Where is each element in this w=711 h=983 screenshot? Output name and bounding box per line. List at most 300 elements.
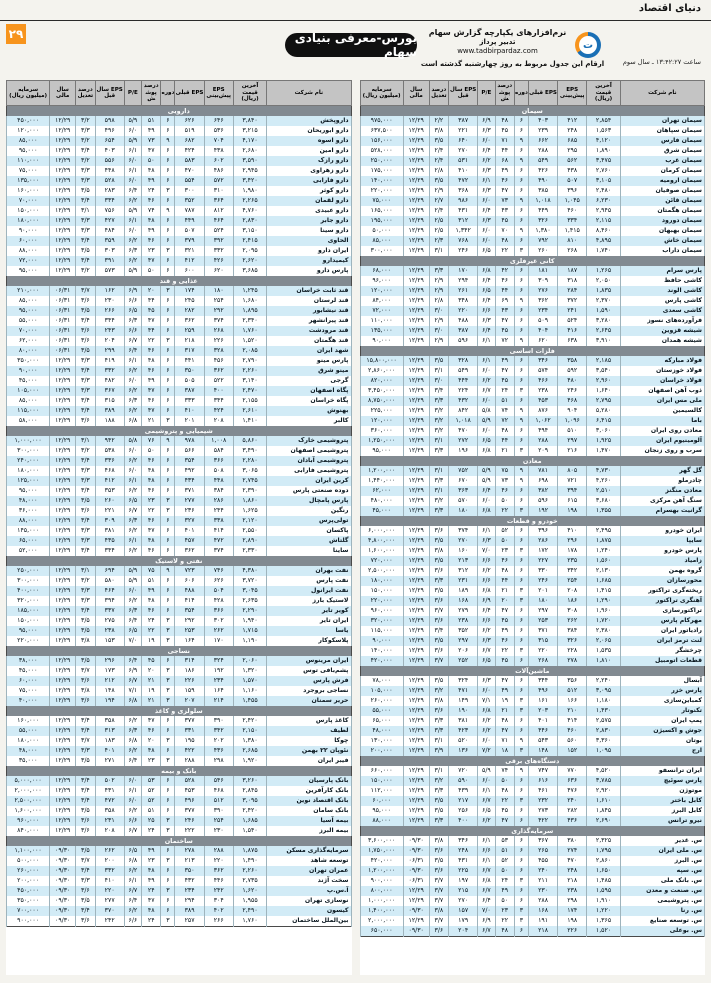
value-cell: ۶/۰ bbox=[478, 136, 495, 146]
value-cell: ۲۴ bbox=[142, 616, 161, 626]
value-cell: ۱,۹۱۰ bbox=[587, 896, 620, 906]
value-cell: ۶/۸ bbox=[478, 586, 495, 596]
value-cell: ۳۵۰ bbox=[175, 866, 204, 876]
value-cell: ۲۹۵ bbox=[558, 146, 587, 156]
value-cell: ۲۲ bbox=[495, 506, 514, 516]
value-cell: ۵۹۲ bbox=[558, 366, 587, 376]
value-cell: ۴۸ bbox=[495, 426, 514, 436]
company-name: داروپخش bbox=[267, 116, 351, 126]
value-cell: ۶,۰۰۰,۰۰۰ bbox=[360, 526, 403, 536]
value-cell: ۴۹۲ bbox=[175, 466, 204, 476]
value-cell: ۷/۰ bbox=[478, 906, 495, 916]
value-cell: ۶/۰ bbox=[478, 366, 495, 376]
value-cell: ۲۱۶ bbox=[558, 446, 587, 456]
stock-row bbox=[360, 236, 705, 246]
value-cell: ۶/۳ bbox=[478, 216, 495, 226]
value-cell: ۱,۲۴۰ bbox=[587, 546, 620, 556]
value-cell: ۶/۱ bbox=[124, 216, 141, 226]
value-cell: ۶ bbox=[161, 866, 175, 876]
value-cell: ۱۲/۲۹ bbox=[403, 616, 429, 626]
value-cell: ۵۲۰ bbox=[449, 736, 478, 746]
value-cell: ۴۳۵ bbox=[95, 536, 124, 546]
value-cell: ۳/۵ bbox=[76, 246, 95, 256]
value-cell: ۶ bbox=[514, 866, 528, 876]
value-cell: ۵۶۲ bbox=[558, 156, 587, 166]
stock-row bbox=[7, 416, 352, 426]
value-cell: ۹۶,۰۰۰ bbox=[360, 276, 403, 286]
company-name: گل گهر bbox=[620, 466, 704, 476]
value-cell: ۶ bbox=[161, 166, 175, 176]
value-cell: ۶/۰ bbox=[124, 156, 141, 166]
value-cell: ۳,۸۴۰ bbox=[233, 116, 266, 126]
value-cell: ۷۳ bbox=[495, 196, 514, 206]
value-cell: ۱۸۰ bbox=[449, 506, 478, 516]
value-cell: ۱۲/۲۹ bbox=[403, 626, 429, 636]
value-cell: ۱۵۹ bbox=[175, 686, 204, 696]
company-name: کالسیمین bbox=[620, 406, 704, 416]
value-cell: ۶۳۸ bbox=[558, 336, 587, 346]
value-cell: ۲۲۰,۰۰۰ bbox=[7, 636, 50, 646]
value-cell: ۶/۲ bbox=[124, 906, 141, 916]
value-cell: ۶ bbox=[514, 276, 528, 286]
value-cell: ۶/۵ bbox=[478, 436, 495, 446]
value-cell: ۷/۰ bbox=[478, 546, 495, 556]
value-cell: ۳/۴ bbox=[76, 606, 95, 616]
value-cell: ۱۲/۲۹ bbox=[403, 786, 429, 796]
company-name: سیمان دورود bbox=[620, 216, 704, 226]
value-cell: ۶/۶ bbox=[478, 576, 495, 586]
value-cell: ۴۲۰,۰۰۰ bbox=[360, 856, 403, 866]
value-cell: ۶/۷ bbox=[124, 676, 141, 686]
value-cell: ۷۶۸ bbox=[449, 236, 478, 246]
value-cell: ۱۸۰ bbox=[528, 596, 557, 606]
value-cell: ۶ bbox=[161, 296, 175, 306]
value-cell: ۶/۴ bbox=[124, 346, 141, 356]
value-cell: ۱۷۰ bbox=[449, 266, 478, 276]
sector-label: معادن bbox=[360, 456, 705, 466]
stock-row bbox=[360, 626, 705, 636]
value-cell: ۲۸۸ bbox=[175, 756, 204, 766]
sector-label: سلولزی و کاغذ bbox=[7, 706, 352, 716]
value-cell: ۰۶/۳۱ bbox=[50, 306, 76, 316]
value-cell: ۱,۶۴۰ bbox=[587, 386, 620, 396]
value-cell: ۲۰۸ bbox=[558, 586, 587, 596]
value-cell: ۱۲/۲۹ bbox=[403, 146, 429, 156]
value-cell: ۲۲ bbox=[495, 916, 514, 926]
value-cell: ۳/۵ bbox=[429, 556, 448, 566]
value-cell: ۴۳۱ bbox=[449, 856, 478, 866]
stock-row bbox=[7, 716, 352, 726]
stock-row bbox=[7, 896, 352, 906]
value-cell: ۴۴۶ bbox=[204, 876, 233, 886]
value-cell: ۱۲/۲۹ bbox=[403, 136, 429, 146]
value-cell: ۱۲/۲۹ bbox=[50, 776, 76, 786]
value-cell: ۶/۰ bbox=[478, 226, 495, 236]
stock-row bbox=[360, 816, 705, 826]
value-cell: ۴۹ bbox=[142, 846, 161, 856]
value-cell: ۳۲۱ bbox=[175, 246, 204, 256]
value-cell: ۵۱ bbox=[142, 576, 161, 586]
value-cell: ۶/۱ bbox=[478, 336, 495, 346]
value-cell: ۴۲۳ bbox=[449, 726, 478, 736]
stock-row bbox=[7, 636, 352, 646]
value-cell: ۱۹ bbox=[142, 636, 161, 646]
value-cell: ۳,۲۶۰ bbox=[233, 776, 266, 786]
stock-row bbox=[7, 496, 352, 506]
column-header: سال مالی bbox=[50, 81, 76, 106]
value-cell: ۲۹۷ bbox=[558, 436, 587, 446]
value-cell: ۴۶ bbox=[142, 726, 161, 736]
stock-row bbox=[7, 406, 352, 416]
value-cell: ۳/۳ bbox=[76, 126, 95, 136]
value-cell: ۳/۰ bbox=[429, 376, 448, 386]
value-cell: ۴۶ bbox=[142, 396, 161, 406]
company-name: پارس سرام bbox=[620, 266, 704, 276]
value-cell: ۵۰ bbox=[495, 536, 514, 546]
value-cell: ۳/۷ bbox=[76, 666, 95, 676]
value-cell: ۲۷۰ bbox=[449, 896, 478, 906]
value-cell: ۳/۲ bbox=[76, 136, 95, 146]
value-cell: ۳۸۲ bbox=[528, 486, 557, 496]
value-cell: ۴۴ bbox=[142, 296, 161, 306]
value-cell: ۴۸ bbox=[495, 116, 514, 126]
value-cell: ۹ bbox=[514, 406, 528, 416]
value-cell: ۳۲۶ bbox=[558, 636, 587, 646]
value-cell: ۱,۶۸۰ bbox=[233, 296, 266, 306]
value-cell: ۲,۳۲۵ bbox=[587, 836, 620, 846]
stock-row bbox=[7, 526, 352, 536]
value-cell: ۴۹ bbox=[495, 686, 514, 696]
company-name: گروه بهمن bbox=[620, 566, 704, 576]
value-cell: ۲۳۶ bbox=[175, 506, 204, 516]
value-cell: ۲/۹ bbox=[429, 336, 448, 346]
value-cell: ۶۴۶ bbox=[204, 116, 233, 126]
value-cell: ۱۲/۲۹ bbox=[50, 526, 76, 536]
value-cell: ۵/۹ bbox=[124, 576, 141, 586]
sector-label: خودرو و قطعات bbox=[360, 516, 705, 526]
value-cell: ۶ bbox=[161, 156, 175, 166]
value-cell: ۱۲/۲۹ bbox=[50, 176, 76, 186]
value-cell: ۷۸۱ bbox=[528, 466, 557, 476]
value-cell: ۳/۶ bbox=[429, 526, 448, 536]
value-cell: ۲۳۲ bbox=[528, 796, 557, 806]
value-cell: ۴۷۰ bbox=[558, 856, 587, 866]
company-name: کاغذ پارس bbox=[267, 716, 351, 726]
value-cell: ۶/۰ bbox=[478, 426, 495, 436]
value-cell: ۶۵,۰۰۰ bbox=[360, 716, 403, 726]
value-cell: ۷۵,۰۰۰ bbox=[360, 196, 403, 206]
value-cell: ۶/۵ bbox=[124, 306, 141, 316]
value-cell: ۳/۳ bbox=[429, 506, 448, 516]
value-cell: ۳۰۹ bbox=[95, 516, 124, 526]
value-cell: ۹۵,۰۰۰ bbox=[7, 626, 50, 636]
stock-row bbox=[7, 566, 352, 576]
value-cell: ۶/۶ bbox=[124, 916, 141, 927]
value-cell: ۱,۱۹۰ bbox=[233, 636, 266, 646]
value-cell: ۳/۱ bbox=[429, 736, 448, 746]
value-cell: ۸,۷۵۰,۰۰۰ bbox=[360, 396, 403, 406]
value-cell: ۴۴۱ bbox=[175, 356, 204, 366]
value-cell: ۴۷ bbox=[495, 726, 514, 736]
value-cell: ۶/۴ bbox=[478, 276, 495, 286]
value-cell: ۱۲/۲۹ bbox=[403, 446, 429, 456]
value-cell: ۱۲/۲۹ bbox=[50, 626, 76, 636]
stock-row bbox=[360, 806, 705, 816]
value-cell: ۶ bbox=[514, 786, 528, 796]
company-name: لاستیک بارز bbox=[267, 596, 351, 606]
value-cell: ۱,۵۳۵ bbox=[587, 646, 620, 656]
value-cell: ۲۲۰ bbox=[449, 306, 478, 316]
value-cell: ۳/۳ bbox=[76, 216, 95, 226]
value-cell: ۴۹۶ bbox=[528, 686, 557, 696]
company-name: قند مرودشت bbox=[267, 326, 351, 336]
value-cell: ۲۴ bbox=[142, 186, 161, 196]
company-name: جوش و اکسیژن bbox=[620, 726, 704, 736]
value-cell: ۱۱۰,۰۰۰ bbox=[360, 316, 403, 326]
value-cell: ۳/۵ bbox=[76, 896, 95, 906]
value-cell: ۱,۷۵۰,۰۰۰ bbox=[360, 846, 403, 856]
value-cell: ۶ bbox=[514, 266, 528, 276]
value-cell: ۱۲/۲۹ bbox=[403, 466, 429, 476]
value-cell: ۲,۳۴۰ bbox=[233, 316, 266, 326]
value-cell: ۳/۵ bbox=[76, 756, 95, 766]
value-cell: ۲۴ bbox=[142, 886, 161, 896]
value-cell: ۳,۴۷۵ bbox=[587, 156, 620, 166]
value-cell: ۵/۸ bbox=[478, 406, 495, 416]
value-cell: ۱۲/۲۹ bbox=[403, 126, 429, 136]
value-cell: ۳/۴ bbox=[429, 626, 448, 636]
value-cell: ۶ bbox=[161, 126, 175, 136]
value-cell: ۶ bbox=[514, 836, 528, 846]
value-cell: ۶/۰ bbox=[478, 396, 495, 406]
value-cell: ۴,۱۲۰ bbox=[587, 136, 620, 146]
value-cell: ۰۶/۳۱ bbox=[403, 856, 429, 866]
value-cell: ۴۵۰,۰۰۰ bbox=[7, 116, 50, 126]
value-cell: ۶۹۴ bbox=[95, 566, 124, 576]
value-cell: ۴۹ bbox=[142, 176, 161, 186]
stock-row bbox=[7, 366, 352, 376]
value-cell: ۵۹۸ bbox=[95, 116, 124, 126]
value-cell: ۶/۸ bbox=[478, 706, 495, 716]
value-cell: ۶/۲ bbox=[124, 716, 141, 726]
value-cell: ۲۸۸ bbox=[528, 896, 557, 906]
value-cell: ۵۲۸ bbox=[175, 776, 204, 786]
value-cell: ۲,۰۶۰ bbox=[233, 656, 266, 666]
stock-row bbox=[7, 796, 352, 806]
value-cell: ۴۷ bbox=[495, 816, 514, 826]
company-name: سیمان بهبهان bbox=[620, 226, 704, 236]
value-cell: ۱۲/۲۹ bbox=[403, 426, 429, 436]
value-cell: ۵۱ bbox=[495, 846, 514, 856]
value-cell: ۳/۴ bbox=[76, 776, 95, 786]
value-cell: ۶/۱ bbox=[478, 176, 495, 186]
value-cell: ۶/۱ bbox=[478, 836, 495, 846]
value-cell: ۲,۲۹۰ bbox=[233, 606, 266, 616]
value-cell: ۴۵,۰۰۰ bbox=[7, 376, 50, 386]
value-cell: ۲/۵ bbox=[429, 226, 448, 236]
value-cell: ۱,۲۲۰ bbox=[587, 906, 620, 916]
company-name: پشم‌بافی توس bbox=[267, 666, 351, 676]
value-cell: ۱۸۰ bbox=[204, 286, 233, 296]
stock-row bbox=[7, 286, 352, 296]
value-cell: ۸۱۲ bbox=[204, 206, 233, 216]
company-name: عمران تهران bbox=[267, 866, 351, 876]
company-name: موتوژن bbox=[620, 786, 704, 796]
value-cell: ۶ bbox=[161, 406, 175, 416]
company-name: فیبر ایران bbox=[267, 756, 351, 766]
company-name: بهنوش bbox=[267, 406, 351, 416]
value-cell: ۶/۱ bbox=[478, 856, 495, 866]
value-cell: ۱۸۸ bbox=[95, 416, 124, 426]
value-cell: ۷۴۷ bbox=[528, 766, 557, 776]
company-name: آبسال bbox=[620, 676, 704, 686]
value-cell: ۲,۱۵۵ bbox=[233, 396, 266, 406]
value-cell: ۶/۵ bbox=[124, 626, 141, 636]
value-cell: ۴۸ bbox=[142, 746, 161, 756]
value-cell: ۳/۶ bbox=[76, 886, 95, 896]
value-cell: ۳۸۹ bbox=[95, 406, 124, 416]
value-cell: ۳/۵ bbox=[76, 616, 95, 626]
stock-row bbox=[7, 746, 352, 756]
value-cell: ۵۲۸,۰۰۰ bbox=[360, 146, 403, 156]
value-cell: ۴۷۲ bbox=[449, 176, 478, 186]
value-cell: ۳ bbox=[514, 646, 528, 656]
stock-row bbox=[7, 756, 352, 766]
value-cell: ۹ bbox=[514, 196, 528, 206]
company-name: مهرکام پارس bbox=[620, 616, 704, 626]
stock-row bbox=[7, 236, 352, 246]
value-cell: ۳/۳ bbox=[429, 716, 448, 726]
value-cell: ۵۸۳ bbox=[175, 156, 204, 166]
value-cell: ۲۱ bbox=[142, 696, 161, 706]
value-cell: ۲/۹ bbox=[429, 186, 448, 196]
company-name: ایران ترانسفو bbox=[620, 766, 704, 776]
value-cell: ۳۰۰,۰۰۰ bbox=[360, 246, 403, 256]
value-cell: ۱۲/۲۹ bbox=[403, 526, 429, 536]
company-name: ارج bbox=[620, 746, 704, 756]
value-cell: ۴۴ bbox=[495, 146, 514, 156]
value-cell: ۱۲/۲۹ bbox=[403, 116, 429, 126]
value-cell: ۲۴۸ bbox=[449, 846, 478, 856]
value-cell: ۱۲/۲۹ bbox=[403, 166, 429, 176]
value-cell: ۳۳۷ bbox=[95, 606, 124, 616]
value-cell: ۲,۴۹۰ bbox=[233, 906, 266, 916]
value-cell: ۵۱۲ bbox=[204, 796, 233, 806]
value-cell: ۶ bbox=[161, 356, 175, 366]
value-cell: ۴۴۶ bbox=[528, 726, 557, 736]
company-name: پگاه اصفهان bbox=[267, 386, 351, 396]
stock-row bbox=[7, 386, 352, 396]
value-cell: ۱۲/۲۹ bbox=[403, 546, 429, 556]
value-cell: ۳۵۰,۰۰۰ bbox=[7, 896, 50, 906]
value-cell: ۶۵۴ bbox=[95, 136, 124, 146]
stock-row bbox=[7, 186, 352, 196]
value-cell: ۳۱۳ bbox=[95, 726, 124, 736]
value-cell: ۱۲/۲۹ bbox=[50, 206, 76, 216]
value-cell: ۲,۷۹۰ bbox=[233, 356, 266, 366]
value-cell: ۶ bbox=[514, 726, 528, 736]
company-name: نفت پارس bbox=[267, 576, 351, 586]
value-cell: ۲۰ bbox=[142, 736, 161, 746]
value-cell: ۱۲/۲۹ bbox=[50, 146, 76, 156]
stock-row bbox=[7, 176, 352, 186]
value-cell: ۳ bbox=[514, 906, 528, 916]
value-cell: ۲۴۶ bbox=[528, 576, 557, 586]
value-cell: ۵۹۰ bbox=[449, 776, 478, 786]
value-cell: ۶ bbox=[161, 726, 175, 736]
value-cell: ۶ bbox=[161, 586, 175, 596]
value-cell: ۳۵۸ bbox=[558, 356, 587, 366]
value-cell: ۱۲/۲۹ bbox=[50, 806, 76, 816]
value-cell: ۳/۶ bbox=[76, 336, 95, 346]
value-cell: ۱۲/۲۹ bbox=[50, 666, 76, 676]
column-header: آخرین قیمت (ریال) bbox=[587, 81, 620, 106]
value-cell: ۸۴,۰۰۰ bbox=[360, 296, 403, 306]
value-cell: ۲۵۴ bbox=[204, 816, 233, 826]
value-cell: ۶ bbox=[161, 656, 175, 666]
value-cell: ۴۱۲ bbox=[95, 476, 124, 486]
value-cell: ۴۸,۰۰۰ bbox=[7, 496, 50, 506]
value-cell: ۳۸۷ bbox=[449, 326, 478, 336]
value-cell: ۶/۷ bbox=[478, 386, 495, 396]
value-cell: ۶ bbox=[161, 446, 175, 456]
value-cell: ۴,۸۰۰,۰۰۰ bbox=[360, 536, 403, 546]
value-cell: ۲/۵ bbox=[429, 216, 448, 226]
company-name: دارو اسوه bbox=[267, 136, 351, 146]
stock-row bbox=[360, 356, 705, 366]
value-cell: ۱۸۶ bbox=[558, 596, 587, 606]
value-cell: ۴۱۶ bbox=[558, 326, 587, 336]
value-cell: ۱,۴۱۵ bbox=[587, 586, 620, 596]
value-cell: ۶/۵ bbox=[478, 286, 495, 296]
value-cell: ۳۷۰ bbox=[95, 906, 124, 916]
value-cell: ۲۸۶ bbox=[528, 536, 557, 546]
value-cell: ۱۳۵,۰۰۰ bbox=[360, 326, 403, 336]
value-cell: ۲۵۴ bbox=[204, 296, 233, 306]
company-name: تولی‌پرس bbox=[267, 516, 351, 526]
value-cell: ۳/۵ bbox=[76, 496, 95, 506]
value-cell: ۳/۳ bbox=[76, 526, 95, 536]
stock-row bbox=[7, 856, 352, 866]
value-cell: ۱,۶۸۵ bbox=[233, 816, 266, 826]
value-cell: ۶/۶ bbox=[124, 816, 141, 826]
value-cell: ۸۸,۰۰۰ bbox=[7, 246, 50, 256]
company-name: کابل باختر bbox=[620, 796, 704, 806]
value-cell: ۲,۱۸۵ bbox=[587, 356, 620, 366]
stock-row bbox=[360, 166, 705, 176]
section-title: بورس-معرفی بنیادی سهام bbox=[285, 33, 417, 57]
value-cell: ۶۰,۰۰۰ bbox=[7, 236, 50, 246]
value-cell: ۷۴ bbox=[495, 406, 514, 416]
value-cell: ۲۵۹ bbox=[175, 326, 204, 336]
value-cell: ۱۲/۲۹ bbox=[403, 236, 429, 246]
value-cell: ۴۳ bbox=[495, 206, 514, 216]
value-cell: ۳,۴۵۰,۰۰۰ bbox=[360, 386, 403, 396]
value-cell: ۱۲/۲۹ bbox=[50, 796, 76, 806]
value-cell: ۱۲/۲۹ bbox=[50, 466, 76, 476]
value-cell: ۱۲/۲۹ bbox=[50, 736, 76, 746]
value-cell: ۲۲۱ bbox=[449, 126, 478, 136]
value-cell: ۹۵,۰۰۰ bbox=[360, 446, 403, 456]
stock-row bbox=[360, 556, 705, 566]
value-cell: ۶۵,۰۰۰ bbox=[7, 536, 50, 546]
value-cell: ۶ bbox=[161, 526, 175, 536]
value-cell: ۴۷ bbox=[142, 406, 161, 416]
value-cell: ۳ bbox=[514, 796, 528, 806]
value-cell: ۳ bbox=[161, 826, 175, 836]
value-cell: ۱,۹۴۰ bbox=[233, 616, 266, 626]
value-cell: ۳,۶۸۰ bbox=[587, 496, 620, 506]
